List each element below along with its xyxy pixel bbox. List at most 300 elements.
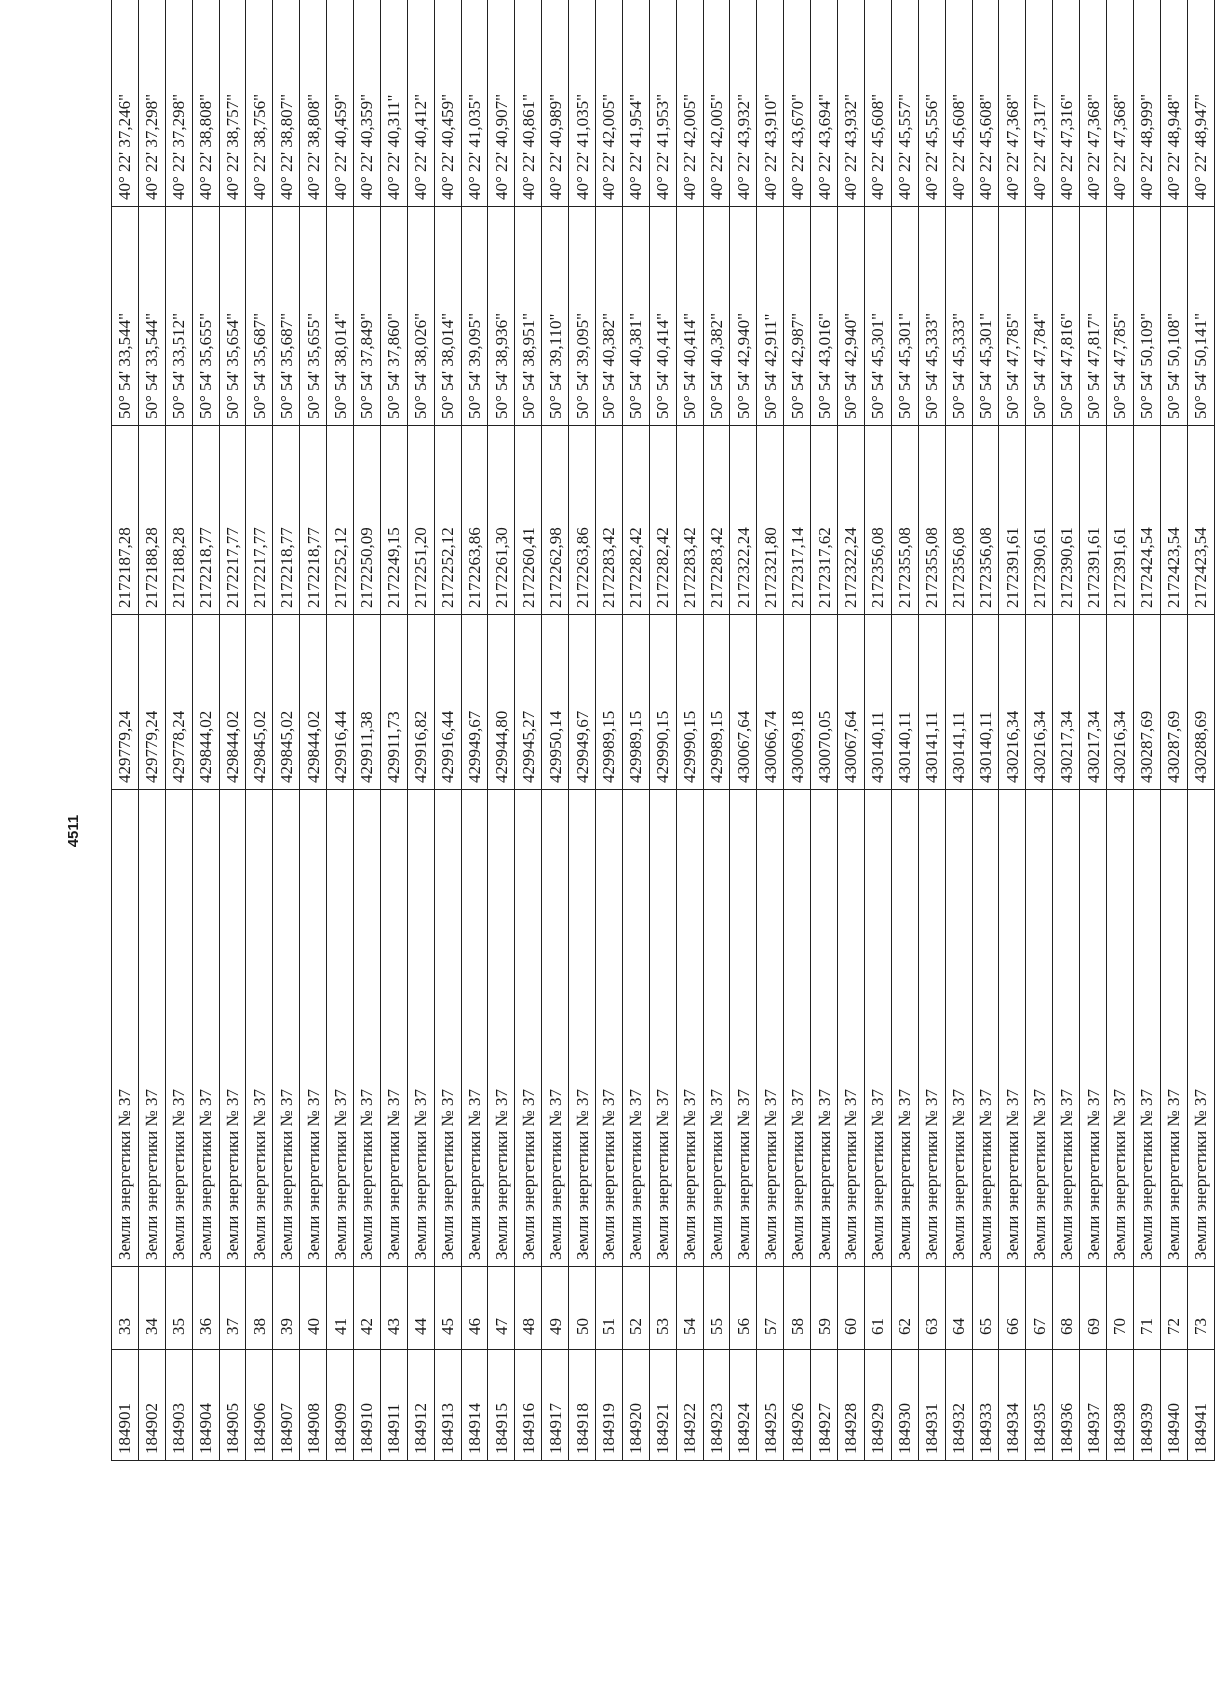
land-category-cell: Земли энергетики № 37 bbox=[945, 790, 972, 1267]
table-row bbox=[972, 0, 999, 1461]
x-coordinate-cell: 429844,02 bbox=[192, 615, 219, 790]
latitude-cell: 50° 54' 35,687" bbox=[246, 207, 273, 426]
latitude-cell: 50° 54' 47,785" bbox=[999, 207, 1026, 426]
point-number-cell: 43 bbox=[380, 1267, 407, 1350]
y-coordinate-cell: 2172262,98 bbox=[542, 426, 569, 615]
point-id-cell: 184927 bbox=[811, 1350, 838, 1461]
land-category-cell: Земли энергетики № 37 bbox=[300, 790, 327, 1267]
latitude-cell: 50° 54' 38,014" bbox=[434, 207, 461, 426]
y-coordinate-cell: 2172423,54 bbox=[1187, 426, 1214, 615]
x-coordinate-cell: 430216,34 bbox=[999, 615, 1026, 790]
x-coordinate-cell: 430141,11 bbox=[945, 615, 972, 790]
longitude-cell: 40° 22' 47,368" bbox=[999, 0, 1026, 207]
land-category-cell: Земли энергетики № 37 bbox=[1053, 790, 1080, 1267]
table-row bbox=[757, 0, 784, 1461]
land-category-cell: Земли энергетики № 37 bbox=[327, 790, 354, 1267]
longitude-cell: 40° 22' 47,317" bbox=[1026, 0, 1053, 207]
land-category-cell: Земли энергетики № 37 bbox=[730, 790, 757, 1267]
point-id-cell: 184936 bbox=[1053, 1350, 1080, 1461]
x-coordinate-cell: 430140,11 bbox=[864, 615, 891, 790]
point-id-cell: 184935 bbox=[1026, 1350, 1053, 1461]
latitude-cell: 50° 54' 38,936" bbox=[488, 207, 515, 426]
point-id-cell: 184910 bbox=[354, 1350, 381, 1461]
point-number-cell: 61 bbox=[864, 1267, 891, 1350]
x-coordinate-cell: 429916,82 bbox=[407, 615, 434, 790]
latitude-cell: 50° 54' 50,109" bbox=[1133, 207, 1160, 426]
table-row bbox=[488, 0, 515, 1461]
point-number-cell: 66 bbox=[999, 1267, 1026, 1350]
table-row bbox=[676, 0, 703, 1461]
point-number-cell: 73 bbox=[1187, 1267, 1214, 1350]
longitude-cell: 40° 22' 45,608" bbox=[864, 0, 891, 207]
y-coordinate-cell: 2172282,42 bbox=[622, 426, 649, 615]
point-number-cell: 44 bbox=[407, 1267, 434, 1350]
y-coordinate-cell: 2172322,24 bbox=[730, 426, 757, 615]
land-category-cell: Земли энергетики № 37 bbox=[703, 790, 730, 1267]
y-coordinate-cell: 2172218,77 bbox=[273, 426, 300, 615]
land-category-cell: Земли энергетики № 37 bbox=[891, 790, 918, 1267]
land-category-cell: Земли энергетики № 37 bbox=[219, 790, 246, 1267]
point-id-cell: 184925 bbox=[757, 1350, 784, 1461]
point-number-cell: 62 bbox=[891, 1267, 918, 1350]
y-coordinate-cell: 2172188,28 bbox=[165, 426, 192, 615]
point-number-cell: 35 bbox=[165, 1267, 192, 1350]
table-row bbox=[1026, 0, 1053, 1461]
y-coordinate-cell: 2172251,20 bbox=[407, 426, 434, 615]
longitude-cell: 40° 22' 42,005" bbox=[596, 0, 623, 207]
latitude-cell: 50° 54' 42,987" bbox=[784, 207, 811, 426]
longitude-cell: 40° 22' 47,316" bbox=[1053, 0, 1080, 207]
x-coordinate-cell: 429916,44 bbox=[327, 615, 354, 790]
latitude-cell: 50° 54' 45,333" bbox=[918, 207, 945, 426]
y-coordinate-cell: 2172217,77 bbox=[246, 426, 273, 615]
point-id-cell: 184934 bbox=[999, 1350, 1026, 1461]
point-id-cell: 184930 bbox=[891, 1350, 918, 1461]
land-category-cell: Земли энергетики № 37 bbox=[461, 790, 488, 1267]
longitude-cell: 40° 22' 38,807" bbox=[273, 0, 300, 207]
point-number-cell: 59 bbox=[811, 1267, 838, 1350]
table-row bbox=[407, 0, 434, 1461]
y-coordinate-cell: 2172424,54 bbox=[1133, 426, 1160, 615]
x-coordinate-cell: 429844,02 bbox=[219, 615, 246, 790]
longitude-cell: 40° 22' 40,989" bbox=[542, 0, 569, 207]
point-id-cell: 184906 bbox=[246, 1350, 273, 1461]
latitude-cell: 50° 54' 33,512" bbox=[165, 207, 192, 426]
point-number-cell: 47 bbox=[488, 1267, 515, 1350]
point-number-cell: 49 bbox=[542, 1267, 569, 1350]
y-coordinate-cell: 2172218,77 bbox=[300, 426, 327, 615]
point-id-cell: 184909 bbox=[327, 1350, 354, 1461]
latitude-cell: 50° 54' 38,951" bbox=[515, 207, 542, 426]
longitude-cell: 40° 22' 40,459" bbox=[327, 0, 354, 207]
x-coordinate-cell: 429845,02 bbox=[246, 615, 273, 790]
point-id-cell: 184903 bbox=[165, 1350, 192, 1461]
point-number-cell: 65 bbox=[972, 1267, 999, 1350]
y-coordinate-cell: 2172322,24 bbox=[838, 426, 865, 615]
y-coordinate-cell: 2172391,61 bbox=[999, 426, 1026, 615]
land-category-cell: Земли энергетики № 37 bbox=[649, 790, 676, 1267]
land-category-cell: Земли энергетики № 37 bbox=[407, 790, 434, 1267]
longitude-cell: 40° 22' 41,035" bbox=[461, 0, 488, 207]
latitude-cell: 50° 54' 45,333" bbox=[945, 207, 972, 426]
table-row bbox=[649, 0, 676, 1461]
y-coordinate-cell: 2172252,12 bbox=[434, 426, 461, 615]
x-coordinate-cell: 430140,11 bbox=[891, 615, 918, 790]
x-coordinate-cell: 430066,74 bbox=[757, 615, 784, 790]
longitude-cell: 40° 22' 48,999" bbox=[1133, 0, 1160, 207]
latitude-cell: 50° 54' 50,108" bbox=[1160, 207, 1187, 426]
x-coordinate-cell: 430287,69 bbox=[1133, 615, 1160, 790]
y-coordinate-cell: 2172390,61 bbox=[1053, 426, 1080, 615]
table-row bbox=[596, 0, 623, 1461]
x-coordinate-cell: 429911,38 bbox=[354, 615, 381, 790]
longitude-cell: 40° 22' 48,947" bbox=[1187, 0, 1214, 207]
latitude-cell: 50° 54' 50,141" bbox=[1187, 207, 1214, 426]
longitude-cell: 40° 22' 40,311" bbox=[380, 0, 407, 207]
point-number-cell: 48 bbox=[515, 1267, 542, 1350]
x-coordinate-cell: 429778,24 bbox=[165, 615, 192, 790]
land-category-cell: Земли энергетики № 37 bbox=[1133, 790, 1160, 1267]
y-coordinate-cell: 2172282,42 bbox=[649, 426, 676, 615]
land-category-cell: Земли энергетики № 37 bbox=[488, 790, 515, 1267]
land-category-cell: Земли энергетики № 37 bbox=[434, 790, 461, 1267]
longitude-cell: 40° 22' 37,298" bbox=[165, 0, 192, 207]
point-id-cell: 184917 bbox=[542, 1350, 569, 1461]
latitude-cell: 50° 54' 43,016" bbox=[811, 207, 838, 426]
table-row bbox=[784, 0, 811, 1461]
x-coordinate-cell: 430067,64 bbox=[838, 615, 865, 790]
longitude-cell: 40° 22' 37,246" bbox=[112, 0, 139, 207]
x-coordinate-cell: 429949,67 bbox=[569, 615, 596, 790]
latitude-cell: 50° 54' 37,849" bbox=[354, 207, 381, 426]
point-id-cell: 184915 bbox=[488, 1350, 515, 1461]
land-category-cell: Земли энергетики № 37 bbox=[542, 790, 569, 1267]
y-coordinate-cell: 2172283,42 bbox=[596, 426, 623, 615]
longitude-cell: 40° 22' 40,459" bbox=[434, 0, 461, 207]
longitude-cell: 40° 22' 43,670" bbox=[784, 0, 811, 207]
land-category-cell: Земли энергетики № 37 bbox=[838, 790, 865, 1267]
point-number-cell: 39 bbox=[273, 1267, 300, 1350]
longitude-cell: 40° 22' 45,608" bbox=[945, 0, 972, 207]
x-coordinate-cell: 429990,15 bbox=[649, 615, 676, 790]
longitude-cell: 40° 22' 43,910" bbox=[757, 0, 784, 207]
y-coordinate-cell: 2172249,15 bbox=[380, 426, 407, 615]
point-number-cell: 58 bbox=[784, 1267, 811, 1350]
x-coordinate-cell: 429911,73 bbox=[380, 615, 407, 790]
point-id-cell: 184933 bbox=[972, 1350, 999, 1461]
y-coordinate-cell: 2172263,86 bbox=[569, 426, 596, 615]
table-row bbox=[569, 0, 596, 1461]
x-coordinate-cell: 429916,44 bbox=[434, 615, 461, 790]
land-category-cell: Земли энергетики № 37 bbox=[1187, 790, 1214, 1267]
x-coordinate-cell: 430216,34 bbox=[1106, 615, 1133, 790]
x-coordinate-cell: 430141,11 bbox=[918, 615, 945, 790]
point-id-cell: 184922 bbox=[676, 1350, 703, 1461]
latitude-cell: 50° 54' 40,382" bbox=[703, 207, 730, 426]
table-row bbox=[354, 0, 381, 1461]
y-coordinate-cell: 2172355,08 bbox=[891, 426, 918, 615]
x-coordinate-cell: 429949,67 bbox=[461, 615, 488, 790]
land-category-cell: Земли энергетики № 37 bbox=[1106, 790, 1133, 1267]
longitude-cell: 40° 22' 38,808" bbox=[300, 0, 327, 207]
table-row bbox=[999, 0, 1026, 1461]
table-row bbox=[838, 0, 865, 1461]
y-coordinate-cell: 2172391,61 bbox=[1106, 426, 1133, 615]
point-id-cell: 184924 bbox=[730, 1350, 757, 1461]
point-id-cell: 184916 bbox=[515, 1350, 542, 1461]
x-coordinate-cell: 429779,24 bbox=[138, 615, 165, 790]
y-coordinate-cell: 2172263,86 bbox=[461, 426, 488, 615]
y-coordinate-cell: 2172321,80 bbox=[757, 426, 784, 615]
point-id-cell: 184941 bbox=[1187, 1350, 1214, 1461]
point-id-cell: 184911 bbox=[380, 1350, 407, 1461]
point-id-cell: 184940 bbox=[1160, 1350, 1187, 1461]
x-coordinate-cell: 430216,34 bbox=[1026, 615, 1053, 790]
x-coordinate-cell: 429989,15 bbox=[622, 615, 649, 790]
point-number-cell: 56 bbox=[730, 1267, 757, 1350]
point-number-cell: 46 bbox=[461, 1267, 488, 1350]
table-row bbox=[192, 0, 219, 1461]
table-row bbox=[1080, 0, 1107, 1461]
latitude-cell: 50° 54' 35,687" bbox=[273, 207, 300, 426]
y-coordinate-cell: 2172218,77 bbox=[192, 426, 219, 615]
point-number-cell: 57 bbox=[757, 1267, 784, 1350]
latitude-cell: 50° 54' 45,301" bbox=[864, 207, 891, 426]
point-id-cell: 184907 bbox=[273, 1350, 300, 1461]
latitude-cell: 50° 54' 33,544" bbox=[138, 207, 165, 426]
latitude-cell: 50° 54' 35,654" bbox=[219, 207, 246, 426]
point-id-cell: 184932 bbox=[945, 1350, 972, 1461]
y-coordinate-cell: 2172391,61 bbox=[1080, 426, 1107, 615]
longitude-cell: 40° 22' 41,954" bbox=[622, 0, 649, 207]
y-coordinate-cell: 2172250,09 bbox=[354, 426, 381, 615]
x-coordinate-cell: 430217,34 bbox=[1080, 615, 1107, 790]
land-category-cell: Земли энергетики № 37 bbox=[273, 790, 300, 1267]
latitude-cell: 50° 54' 38,014" bbox=[327, 207, 354, 426]
latitude-cell: 50° 54' 47,785" bbox=[1106, 207, 1133, 426]
latitude-cell: 50° 54' 39,095" bbox=[569, 207, 596, 426]
longitude-cell: 40° 22' 43,932" bbox=[838, 0, 865, 207]
point-id-cell: 184901 bbox=[112, 1350, 139, 1461]
point-id-cell: 184928 bbox=[838, 1350, 865, 1461]
table-row bbox=[1106, 0, 1133, 1461]
longitude-cell: 40° 22' 42,005" bbox=[676, 0, 703, 207]
land-category-cell: Земли энергетики № 37 bbox=[569, 790, 596, 1267]
point-number-cell: 34 bbox=[138, 1267, 165, 1350]
table-row bbox=[1160, 0, 1187, 1461]
y-coordinate-cell: 2172261,30 bbox=[488, 426, 515, 615]
table-row bbox=[945, 0, 972, 1461]
point-id-cell: 184913 bbox=[434, 1350, 461, 1461]
latitude-cell: 50° 54' 37,860" bbox=[380, 207, 407, 426]
table-row bbox=[300, 0, 327, 1461]
table-row bbox=[1187, 0, 1214, 1461]
longitude-cell: 40° 22' 40,359" bbox=[354, 0, 381, 207]
point-number-cell: 50 bbox=[569, 1267, 596, 1350]
latitude-cell: 50° 54' 38,026" bbox=[407, 207, 434, 426]
longitude-cell: 40° 22' 37,298" bbox=[138, 0, 165, 207]
latitude-cell: 50° 54' 40,414" bbox=[649, 207, 676, 426]
x-coordinate-cell: 429950,14 bbox=[542, 615, 569, 790]
y-coordinate-cell: 2172390,61 bbox=[1026, 426, 1053, 615]
x-coordinate-cell: 430287,69 bbox=[1160, 615, 1187, 790]
longitude-cell: 40° 22' 45,556" bbox=[918, 0, 945, 207]
latitude-cell: 50° 54' 35,655" bbox=[300, 207, 327, 426]
point-id-cell: 184920 bbox=[622, 1350, 649, 1461]
y-coordinate-cell: 2172355,08 bbox=[918, 426, 945, 615]
land-category-cell: Земли энергетики № 37 bbox=[676, 790, 703, 1267]
latitude-cell: 50° 54' 40,381" bbox=[622, 207, 649, 426]
latitude-cell: 50° 54' 33,544" bbox=[112, 207, 139, 426]
longitude-cell: 40° 22' 41,035" bbox=[569, 0, 596, 207]
x-coordinate-cell: 430217,34 bbox=[1053, 615, 1080, 790]
land-category-cell: Земли энергетики № 37 bbox=[192, 790, 219, 1267]
x-coordinate-cell: 430069,18 bbox=[784, 615, 811, 790]
y-coordinate-cell: 2172187,28 bbox=[112, 426, 139, 615]
longitude-cell: 40° 22' 43,932" bbox=[730, 0, 757, 207]
point-id-cell: 184905 bbox=[219, 1350, 246, 1461]
table-row bbox=[918, 0, 945, 1461]
y-coordinate-cell: 2172252,12 bbox=[327, 426, 354, 615]
latitude-cell: 50° 54' 39,095" bbox=[461, 207, 488, 426]
point-id-cell: 184931 bbox=[918, 1350, 945, 1461]
land-category-cell: Земли энергетики № 37 bbox=[515, 790, 542, 1267]
table-row bbox=[811, 0, 838, 1461]
y-coordinate-cell: 2172356,08 bbox=[945, 426, 972, 615]
x-coordinate-cell: 430070,05 bbox=[811, 615, 838, 790]
table-row bbox=[622, 0, 649, 1461]
point-number-cell: 51 bbox=[596, 1267, 623, 1350]
longitude-cell: 40° 22' 43,694" bbox=[811, 0, 838, 207]
table-row bbox=[380, 0, 407, 1461]
table-row bbox=[138, 0, 165, 1461]
x-coordinate-cell: 429989,15 bbox=[703, 615, 730, 790]
latitude-cell: 50° 54' 45,301" bbox=[972, 207, 999, 426]
point-id-cell: 184923 bbox=[703, 1350, 730, 1461]
land-category-cell: Земли энергетики № 37 bbox=[380, 790, 407, 1267]
point-number-cell: 41 bbox=[327, 1267, 354, 1350]
y-coordinate-cell: 2172217,77 bbox=[219, 426, 246, 615]
longitude-cell: 40° 22' 47,368" bbox=[1080, 0, 1107, 207]
y-coordinate-cell: 2172356,08 bbox=[972, 426, 999, 615]
coordinates-table bbox=[111, 0, 1215, 1461]
point-id-cell: 184939 bbox=[1133, 1350, 1160, 1461]
latitude-cell: 50° 54' 40,382" bbox=[596, 207, 623, 426]
land-category-cell: Земли энергетики № 37 bbox=[1080, 790, 1107, 1267]
land-category-cell: Земли энергетики № 37 bbox=[757, 790, 784, 1267]
point-number-cell: 60 bbox=[838, 1267, 865, 1350]
table-row bbox=[515, 0, 542, 1461]
point-id-cell: 184919 bbox=[596, 1350, 623, 1461]
table-row bbox=[327, 0, 354, 1461]
land-category-cell: Земли энергетики № 37 bbox=[918, 790, 945, 1267]
point-id-cell: 184908 bbox=[300, 1350, 327, 1461]
land-category-cell: Земли энергетики № 37 bbox=[1026, 790, 1053, 1267]
point-number-cell: 72 bbox=[1160, 1267, 1187, 1350]
longitude-cell: 40° 22' 47,368" bbox=[1106, 0, 1133, 207]
latitude-cell: 50° 54' 39,110" bbox=[542, 207, 569, 426]
point-id-cell: 184921 bbox=[649, 1350, 676, 1461]
x-coordinate-cell: 429990,15 bbox=[676, 615, 703, 790]
table-row bbox=[246, 0, 273, 1461]
land-category-cell: Земли энергетики № 37 bbox=[112, 790, 139, 1267]
latitude-cell: 50° 54' 42,940" bbox=[838, 207, 865, 426]
land-category-cell: Земли энергетики № 37 bbox=[596, 790, 623, 1267]
point-number-cell: 52 bbox=[622, 1267, 649, 1350]
point-number-cell: 54 bbox=[676, 1267, 703, 1350]
point-id-cell: 184938 bbox=[1106, 1350, 1133, 1461]
y-coordinate-cell: 2172188,28 bbox=[138, 426, 165, 615]
table-row bbox=[112, 0, 139, 1461]
x-coordinate-cell: 429845,02 bbox=[273, 615, 300, 790]
y-coordinate-cell: 2172283,42 bbox=[676, 426, 703, 615]
longitude-cell: 40° 22' 40,412" bbox=[407, 0, 434, 207]
y-coordinate-cell: 2172260,41 bbox=[515, 426, 542, 615]
x-coordinate-cell: 429779,24 bbox=[112, 615, 139, 790]
latitude-cell: 50° 54' 42,911" bbox=[757, 207, 784, 426]
point-id-cell: 184912 bbox=[407, 1350, 434, 1461]
x-coordinate-cell: 429945,27 bbox=[515, 615, 542, 790]
point-id-cell: 184926 bbox=[784, 1350, 811, 1461]
table-row bbox=[542, 0, 569, 1461]
table-row bbox=[1053, 0, 1080, 1461]
table-row bbox=[864, 0, 891, 1461]
y-coordinate-cell: 2172317,14 bbox=[784, 426, 811, 615]
point-number-cell: 64 bbox=[945, 1267, 972, 1350]
longitude-cell: 40° 22' 40,907" bbox=[488, 0, 515, 207]
land-category-cell: Земли энергетики № 37 bbox=[165, 790, 192, 1267]
point-number-cell: 37 bbox=[219, 1267, 246, 1350]
longitude-cell: 40° 22' 45,608" bbox=[972, 0, 999, 207]
land-category-cell: Земли энергетики № 37 bbox=[864, 790, 891, 1267]
latitude-cell: 50° 54' 35,655" bbox=[192, 207, 219, 426]
point-number-cell: 67 bbox=[1026, 1267, 1053, 1350]
land-category-cell: Земли энергетики № 37 bbox=[246, 790, 273, 1267]
table-row bbox=[434, 0, 461, 1461]
coordinates-table-area bbox=[111, 93, 1211, 1461]
longitude-cell: 40° 22' 45,557" bbox=[891, 0, 918, 207]
point-number-cell: 70 bbox=[1106, 1267, 1133, 1350]
point-number-cell: 38 bbox=[246, 1267, 273, 1350]
land-category-cell: Земли энергетики № 37 bbox=[972, 790, 999, 1267]
land-category-cell: Земли энергетики № 37 bbox=[138, 790, 165, 1267]
point-id-cell: 184902 bbox=[138, 1350, 165, 1461]
point-number-cell: 42 bbox=[354, 1267, 381, 1350]
point-number-cell: 55 bbox=[703, 1267, 730, 1350]
x-coordinate-cell: 430140,11 bbox=[972, 615, 999, 790]
y-coordinate-cell: 2172423,54 bbox=[1160, 426, 1187, 615]
table-row bbox=[730, 0, 757, 1461]
land-category-cell: Земли энергетики № 37 bbox=[622, 790, 649, 1267]
point-id-cell: 184914 bbox=[461, 1350, 488, 1461]
point-number-cell: 68 bbox=[1053, 1267, 1080, 1350]
land-category-cell: Земли энергетики № 37 bbox=[354, 790, 381, 1267]
point-number-cell: 36 bbox=[192, 1267, 219, 1350]
x-coordinate-cell: 429944,80 bbox=[488, 615, 515, 790]
point-number-cell: 53 bbox=[649, 1267, 676, 1350]
point-number-cell: 69 bbox=[1080, 1267, 1107, 1350]
point-id-cell: 184904 bbox=[192, 1350, 219, 1461]
point-number-cell: 40 bbox=[300, 1267, 327, 1350]
longitude-cell: 40° 22' 38,757" bbox=[219, 0, 246, 207]
point-number-cell: 33 bbox=[112, 1267, 139, 1350]
longitude-cell: 40° 22' 42,005" bbox=[703, 0, 730, 207]
table-row bbox=[219, 0, 246, 1461]
table-row bbox=[461, 0, 488, 1461]
longitude-cell: 40° 22' 40,861" bbox=[515, 0, 542, 207]
land-category-cell: Земли энергетики № 37 bbox=[1160, 790, 1187, 1267]
y-coordinate-cell: 2172283,42 bbox=[703, 426, 730, 615]
